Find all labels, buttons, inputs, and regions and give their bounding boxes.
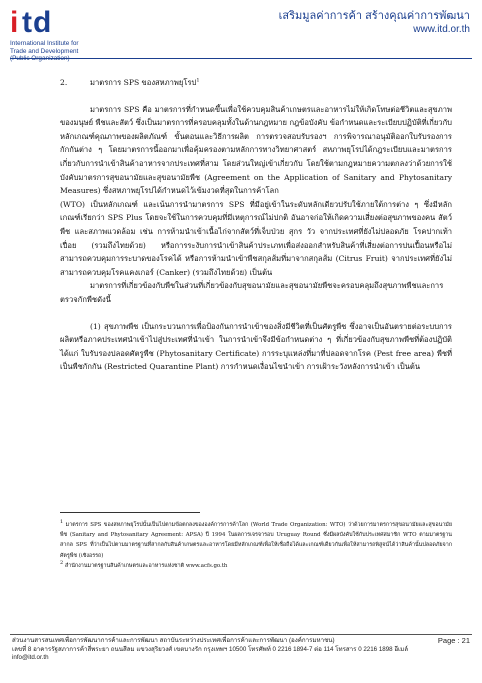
- footnotes: [60, 520, 452, 571]
- footer-line-2: เลขที่ 8 อาคารรัฐสภาการค้าสี่พระยา ถนนสีลม แขวงสุริยวงศ์ เขตบางรัก กรุงเทพฯ 10500 โทรศัพท์ 0 2216 1894-7 ต่อ 114 โทรสาร 0 2216 1898 อีเมล์ info@itd.or.th: [12, 645, 409, 662]
- paragraph-4: (1) สุขภาพพืช เป็นกระบวนการเพื่อป้องกันการนำเข้าของสิ่งมีชีวิตที่เป็นศัตรูพืช ซึ่งอาจเป็นอันตรายต่อระบบการผลิตหรือภาคประเทศนำเข้าไปสู่ประเทศที่นำเข้า ในการนำเข้าจึงมีข้อกำหนดต่าง ๆ ที่เกี่ยวข้องกับสุขภาพพืชที่ต้องปฏิบัติได้แก่ ใบรับรองปลอดศัตรูพืช (Phytosanitary Certificate) การระบุแหล่งที่มาที่ปลอดจากโรค (Pest free area) พืชที่เป็นพืชกักกัน (Restricted Quarantine Plant) การกำหนดเงื่อนไขนำเข้า การเฝ้าระวังหลังการนำเข้า เป็นต้น: [60, 321, 452, 372]
- paragraph-2: (WTO) เป็นหลักเกณฑ์ และเน้นการนำมาตรการ SPS ที่มีอยู่เข้าในระดับหลักเดียวปรับใช้ภายใต้การต่าง ๆ ซึ่งมีหลักเกณฑ์เรียกว่า SPS Plus โดยจะใช้ในการควบคุมที่มีเหตุการณ์ไม่ปกติ อันอาจก่อให้เกิดความเสี่ยงต่อสุขภาพของคน สัตว์ พืช และสภาพแวดล้อม เช่น การห้ามนำเข้าเนื้อไก่จากสัตว์ที่เจ็บป่วย สุกร วัว จากประเทศที่ยังไม่ปลอดภัย โรคปากเท้าเปื่อย (รวมถึงไทยด้วย) หรือการระงับการนำเข้าสินค้าประเภทเพื่อส่งออกสำหรับสินค้าที่เสี่ยงต่อการปนเปื้อนหรือไม่สามารถควบคุมการระบาดของโรคได้ หรือการห้ามนำเข้าพืชสกุลส้มที่มาจากสกุลส้ม (Citrus Fruit) จากประเทศที่ยังไม่สามารถควบคุมโรคแคงเกอร์ (Canker) (รวมถึงไทยด้วย) เป็นต้น: [60, 199, 452, 277]
- footer-divider: [10, 634, 472, 635]
- footnote-2: 2 สำนักงานมาตรฐานสินค้าเกษตรและอาหารแห่งชาติ www.acfs.go.th: [60, 560, 228, 569]
- page-header: [0, 0, 482, 64]
- paragraph-1: มาตรการ SPS คือ มาตรการที่กำหนดขึ้นเพื่อใช้ควบคุมสินค้าเกษตรและอาหารไม่ให้เกิดโทษต่อชีวิตและสุขภาพของมนุษย์ พืชและสัตว์ ซึ่งเป็นมาตรการที่ครอบคลุมทั้งในด้านกฎหมาย กฎข้อบังคับ ข้อกำหนดและระเบียบปฏิบัติที่เกี่ยวกับหลักเกณฑ์คุณภาพของผลิตภัณฑ์ ขั้นตอนและวิธีการผลิต การตรวจสอบรับรองฯ การพิจารณาอนุมัติออกใบรับรองการกักกันต่าง ๆ โดยมาตรการนี้ออกมาเพื่อคุ้มครองตามหลักการทางวิทยาศาสตร์ สหภาพยุโรปได้กฎระเบียบและมาตรการเกี่ยวกับการนำเข้าสินค้าอาหารจากประเทศที่สาม โดยส่วนใหญ่เข้าเกี่ยวกับ โดยใช้ตามกฎหมายความตกลงว่าด้วยการใช้บังคับมาตรการสุขอนามัยและสุขอนามัยพืช (Agreement on the Application of Sanitary and Phytosanitary Measures) ซึ่งสหภาพยุโรปได้กำหนดไว้เข้มงวดที่สุดในการค้าโลก: [60, 104, 452, 196]
- document-body: [60, 76, 452, 374]
- footnote-divider: [60, 512, 200, 513]
- section-heading: [60, 76, 452, 90]
- footnote-ref-1: 1: [196, 77, 200, 84]
- page-footer: [12, 637, 432, 663]
- footer-line-1: ส่วนงานสารสนเทศเพื่อการพัฒนาการค้าและการพัฒนา สถาบันระหว่างประเทศเพื่อการค้าและการพัฒนา (องค์การมหาชน): [12, 637, 335, 644]
- header-url: www.itd.or.th: [413, 24, 470, 35]
- section-number: 2.: [60, 78, 68, 87]
- header-divider: [10, 58, 472, 59]
- itd-logo-mark: i td: [10, 6, 53, 39]
- footnote-1: 1 มาตรการ SPS ของสหภาพยุโรปนั้นเป็นไปตามข้อตกลงขององค์การการค้าโลก (World Trade Organization: WTO) ว่าด้วยการมาตรการสุขอนามัยและสุขอนามัยพืช (Sanitary and Phytosanitary Agreement: APSA) ปี 1994 ในผลการเจรจารอบ Uruguay Round ซึ่งมีผลบังคับใช้กับประเทศสมาชิก WTO ตามมาตรฐานสากล SPS ที่ว่าเป็นไปตามมาตรฐานที่สากลกับสินค้าเกษตรและอาหารโดยมีหลักเกณฑ์เพื่อให้เชื่อถือได้และเกณฑ์เดียวกันเพื่อให้สามารถพิสูจน์ได้ว่าสินค้านั้นปลอดภัยจากศัตรูพืช (เชิงอรรถ): [60, 519, 452, 559]
- page-number: Page : 21: [437, 636, 470, 645]
- itd-logo: [10, 6, 160, 64]
- section-title: มาตรการ SPS ของสหภาพยุโรป: [90, 78, 197, 87]
- header-tagline: [279, 10, 470, 36]
- itd-logo-subtitle: International Institute for Trade and Development: [10, 40, 79, 55]
- tagline-text: เสริมมูลค่าการค้า สร้างคุณค่าการพัฒนา: [278, 10, 470, 22]
- paragraph-3: มาตรการที่เกี่ยวข้องกับพืชในส่วนที่เกี่ยวข้องกับสุขอนามัยและสุขอนามัยพืชจะครอบคลุมถึงสุขภาพพืชและการตรวจกักพืชดังนี้: [60, 281, 444, 304]
